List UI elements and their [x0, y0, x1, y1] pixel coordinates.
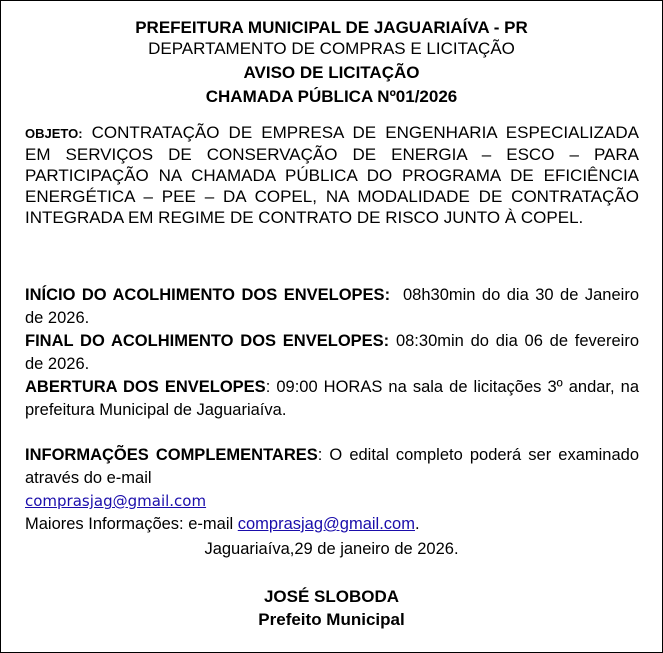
email-link-primary[interactable]: comprasjag@gmail.com [25, 492, 207, 510]
inicio-text: 08h30min do dia 30 de Janeiro de 2026. [25, 286, 639, 327]
signatory-name: JOSÉ SLOBODA [263, 587, 400, 606]
final-text: 08:30min do dia 06 de fevereiro de 2026. [25, 332, 639, 373]
abertura-text: : 09:00 HORAS na sala de licitações 3º andar, na prefeitura Municipal de Jaguariaíva. [25, 378, 639, 419]
header-municipality: PREFEITURA MUNICIPAL DE JAGUARIAÍVA - PR [135, 18, 528, 37]
info-section [25, 444, 639, 536]
inicio-label: INÍCIO DO ACOLHIMENTO DOS ENVELOPES: [25, 286, 391, 304]
abertura-line [25, 376, 639, 422]
header-notice-type: AVISO DE LICITAÇÃO [243, 63, 420, 82]
objeto-text: CONTRATAÇÃO DE EMPRESA DE ENGENHARIA ESPECIALIZADA EM SERVIÇOS DE CONSERVAÇÃO DE ENERGIA – ESCO – PARA PARTICIPAÇÃO NA CHAMADA PÚBLICA DO PROGRAMA DE EFICIÊNCIA ENERGÉTICA – PEE – DA COPEL, NA MODALIDADE DE CONTRATAÇÃO INTEGRADA EM REGIME DE CONTRATO DE RISCO JUNTO À COPEL. [25, 123, 639, 227]
final-line [25, 330, 639, 376]
inicio-line [25, 284, 639, 330]
info-label: INFORMAÇÕES COMPLEMENTARES [25, 446, 318, 464]
schedule-section [25, 284, 639, 422]
more-info-prefix: Maiores Informações: e-mail [25, 515, 234, 533]
more-info-suffix: . [414, 515, 420, 533]
more-info-line [25, 513, 639, 536]
header-department: DEPARTAMENTO DE COMPRAS E LICITAÇÃO [148, 39, 515, 58]
objeto-paragraph [25, 122, 639, 228]
date-line: Jaguariaíva,29 de janeiro de 2026. [204, 540, 459, 558]
final-label: FINAL DO ACOLHIMENTO DOS ENVELOPES: [25, 332, 390, 350]
info-text: : O edital completo poderá ser examinado através do e-mail [25, 446, 639, 487]
objeto-label: OBJETO: [25, 126, 83, 141]
signatory-role: Prefeito Municipal [258, 610, 405, 629]
email-line [25, 490, 639, 513]
abertura-label: ABERTURA DOS ENVELOPES [25, 378, 266, 396]
email-link-secondary[interactable]: comprasjag@gmail.com [237, 515, 415, 533]
info-line [25, 444, 639, 490]
header-call-number: CHAMADA PÚBLICA Nº01/2026 [205, 87, 458, 106]
